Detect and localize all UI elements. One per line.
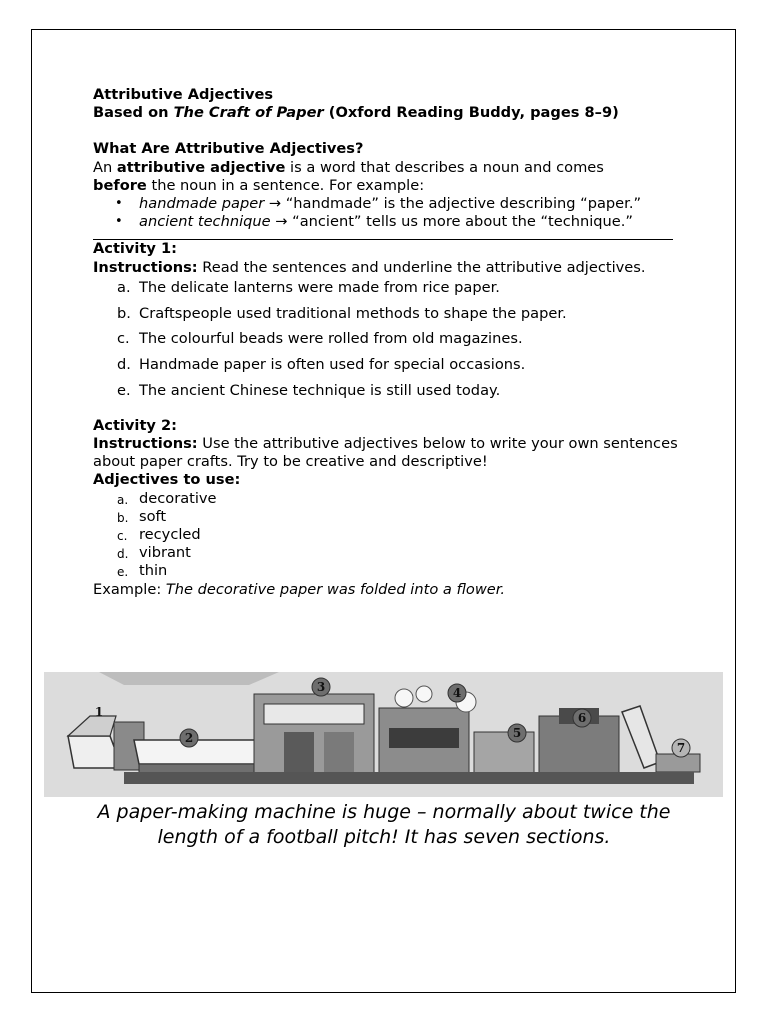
sentence-item: d. Handmade paper is often used for special occasions.: [117, 356, 526, 374]
adjective-list: [93, 490, 678, 581]
example-sentence: Example: The decorative paper was folded into a flower.: [93, 580, 506, 598]
worksheet-content: [93, 86, 678, 599]
before-highlight: before: [93, 176, 147, 194]
svg-text:5: 5: [512, 726, 522, 740]
book-title: The Craft of Paper: [173, 104, 324, 122]
term-highlight: attributive adjective: [116, 158, 286, 176]
svg-text:3: 3: [316, 680, 326, 694]
activity1-instructions: Instructions: Read the sentences and underline the attributive adjectives.: [93, 258, 646, 276]
example-item: • ancient technique → “ancient” tells us more about the “technique.”: [93, 213, 678, 231]
example-item: • handmade paper → “handmade” is the adjective describing “paper.”: [93, 195, 678, 213]
sentence-item: e. The ancient Chinese technique is still used today.: [117, 382, 501, 400]
svg-text:7: 7: [676, 741, 686, 755]
paper-machine-illustration: [44, 672, 723, 797]
adjective-item: b. soft: [117, 507, 167, 525]
example-list: [93, 195, 678, 231]
activity2-instructions: Instructions: Use the attributive adjectives below to write your own sentences about paper crafts. Try to be creative and descriptive!: [93, 435, 678, 471]
section-marker-5: [508, 724, 526, 742]
sentence-item: a. The delicate lanterns were made from rice paper.: [117, 278, 500, 296]
activity2-heading: Activity 2:: [93, 416, 177, 434]
svg-text:1: 1: [94, 705, 104, 719]
intro-heading: What Are Attributive Adjectives?: [93, 140, 364, 158]
section-marker-2: [180, 729, 198, 747]
adjective-item: a. decorative: [117, 489, 217, 507]
section-marker-7: [672, 739, 690, 757]
section-marker-4: [448, 684, 466, 702]
section-marker-1: [95, 705, 103, 719]
worksheet-title: Attributive Adjectives: [93, 86, 274, 103]
sentence-item: c. The colourful beads were rolled from old magazines.: [117, 330, 523, 348]
adjective-item: e. thin: [117, 562, 168, 580]
adjective-item: d. vibrant: [117, 544, 191, 562]
adjective-item: c. recycled: [117, 526, 201, 544]
sentence-item: b. Craftspeople used traditional methods to shape the paper.: [117, 304, 567, 322]
source-line: Based on The Craft of Paper (Oxford Reading Buddy, pages 8–9): [93, 104, 619, 122]
figure-caption: A paper-making machine is huge – normally about twice the length of a football pitch! It has seven sections.: [97, 801, 671, 848]
svg-text:6: 6: [577, 711, 587, 725]
activity1-heading: Activity 1:: [93, 240, 177, 258]
svg-text:4: 4: [452, 686, 462, 700]
section-marker-3: [312, 678, 330, 696]
intro-definition: An attributive adjective is a word that describes a noun and comes before the noun in a sentence. For example:: [93, 158, 604, 194]
sentence-list: [93, 279, 678, 408]
section-marker-6: [573, 709, 591, 727]
svg-text:2: 2: [184, 731, 194, 745]
adjectives-heading: Adjectives to use:: [93, 471, 241, 489]
